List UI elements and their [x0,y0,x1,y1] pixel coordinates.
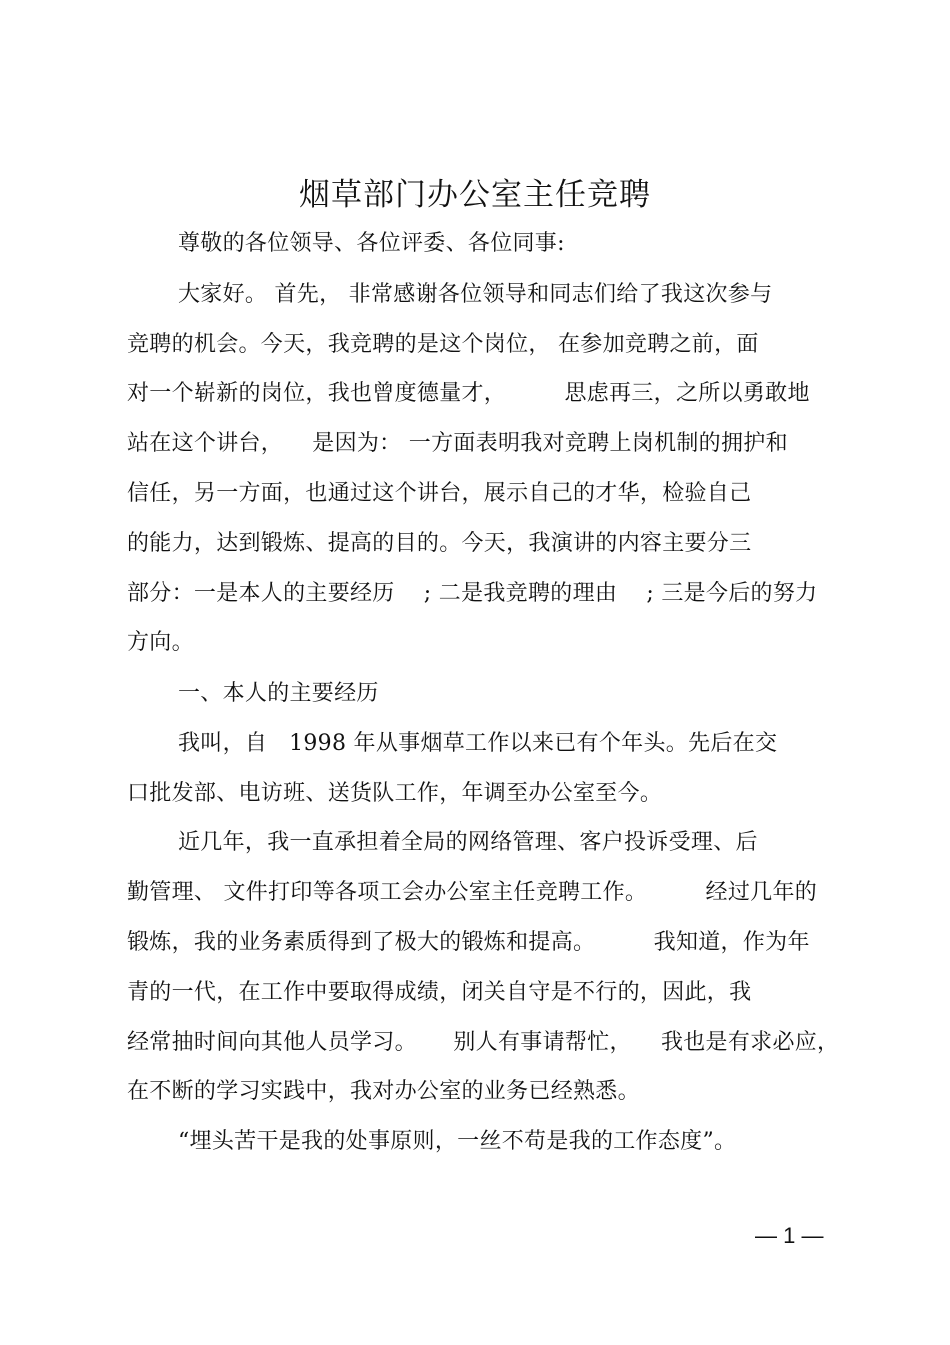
paragraph-line: 锻炼，我的业务素质得到了极大的锻炼和提高。 我知道，作为年 [127,930,810,955]
paragraph-line: 口批发部、电访班、送货队工作，年调至办公室至今。 [127,781,663,806]
quote-line: “埋头苦干是我的处事原则，一丝不苟是我的工作态度”。 [178,1129,737,1154]
paragraph-line: 的能力，达到锻炼、提高的目的。今天，我演讲的内容主要分三 [127,531,752,556]
page-number: — 1 — [755,1223,824,1248]
paragraph-line: 方向。 [127,630,194,655]
paragraph-line: 我叫，自 1998 年从事烟草工作以来已有个年头。先后在交 [178,731,778,756]
paragraph-line: 部分：一是本人的主要经历 ; 二是我竞聘的理由 ; 三是今后的努力 [127,581,818,606]
paragraph-line: 站在这个讲台， 是因为： 一方面表明我对竞聘上岗机制的拥护和 [127,431,788,456]
paragraph-line: 对一个崭新的岗位，我也曾度德量才， 思虑再三，之所以勇敢地 [127,381,810,406]
salutation-line: 尊敬的各位领导、各位评委、各位同事: [178,231,565,256]
paragraph-line: 在不断的学习实践中，我对办公室的业务已经熟悉。 [127,1079,640,1104]
paragraph-line: 青的一代，在工作中要取得成绩，闭关自守是不行的，因此，我 [127,980,752,1005]
paragraph-line: 勤管理、 文件打印等各项工会办公室主任竞聘工作。 经过几年的 [127,880,818,905]
paragraph-line: 信任，另一方面，也通过这个讲台，展示自己的才华，检验自己 [127,481,752,506]
section-heading: 一、本人的主要经历 [178,681,379,706]
paragraph-line: 经常抽时间向其他人员学习。 别人有事请帮忙， 我也是有求必应， [127,1030,840,1055]
document-title: 烟草部门办公室主任竞聘 [299,177,651,213]
paragraph-line: 近几年，我一直承担着全局的网络管理、客户投诉受理、后 [178,830,758,855]
paragraph-line: 大家好。 首先， 非常感谢各位领导和同志们给了我这次参与 [178,282,773,307]
paragraph-line: 竞聘的机会。今天，我竞聘的是这个岗位， 在参加竞聘之前，面 [127,332,759,357]
